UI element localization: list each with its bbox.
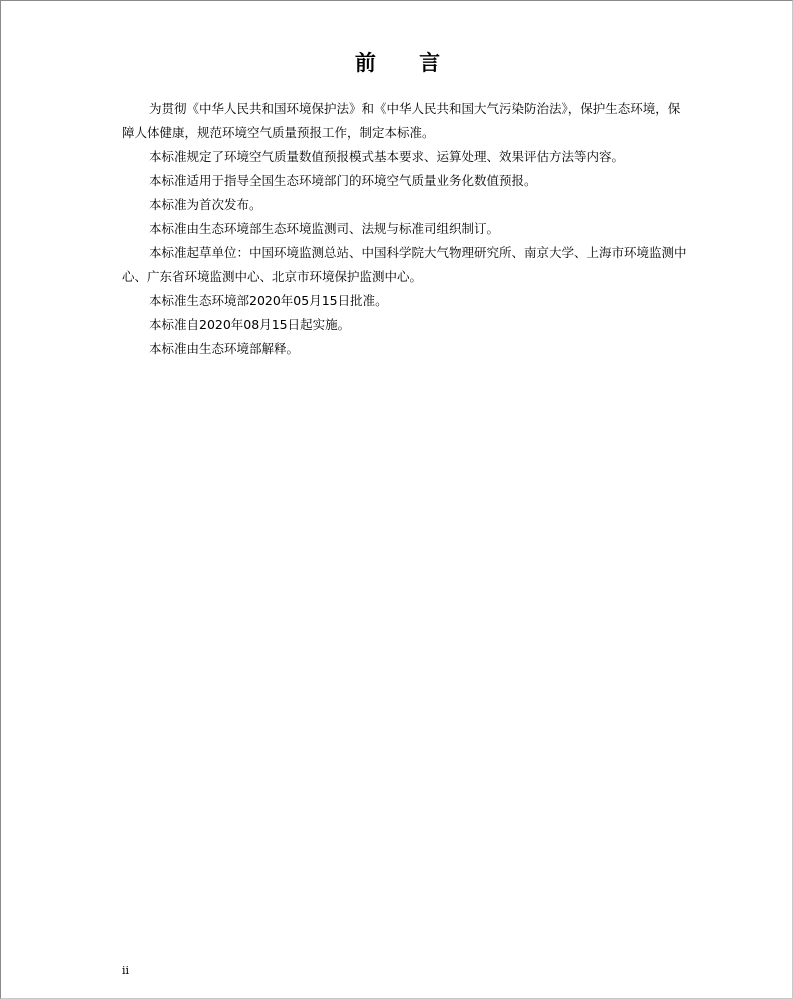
- paragraph-organizer: 本标准由生态环境部生态环境监测司、法规与标准司组织制订。: [149, 221, 500, 236]
- page-title: 前 言: [354, 51, 459, 75]
- paragraph-drafters: 本标准起草单位：中国环境监测总站、中国科学院大气物理研究所、南京大学、上海市环境监测中心、广东省环境监测中心、北京市环境保护监测中心。: [122, 245, 687, 284]
- paragraph-interpretation: 本标准由生态环境部解释。: [149, 341, 300, 356]
- paragraph-approval: 本标准生态环境部2020年05月15日批准。: [149, 293, 388, 308]
- foreword-body: [122, 97, 687, 361]
- paragraph-first-release: 本标准为首次发布。: [149, 197, 262, 212]
- paragraph-applicability: 本标准适用于指导全国生态环境部门的环境空气质量业务化数值预报。: [149, 173, 537, 188]
- paragraph-scope-content: 本标准规定了环境空气质量数值预报模式基本要求、运算处理、效果评估方法等内容。: [149, 149, 625, 164]
- paragraph-effective-date: 本标准自2020年08月15日起实施。: [149, 317, 351, 332]
- paragraph-purpose: 为贯彻《中华人民共和国环境保护法》和《中华人民共和国大气污染防治法》，保护生态环境，保障人体健康，规范环境空气质量预报工作，制定本标准。: [122, 101, 681, 140]
- page-number: ii: [122, 964, 130, 977]
